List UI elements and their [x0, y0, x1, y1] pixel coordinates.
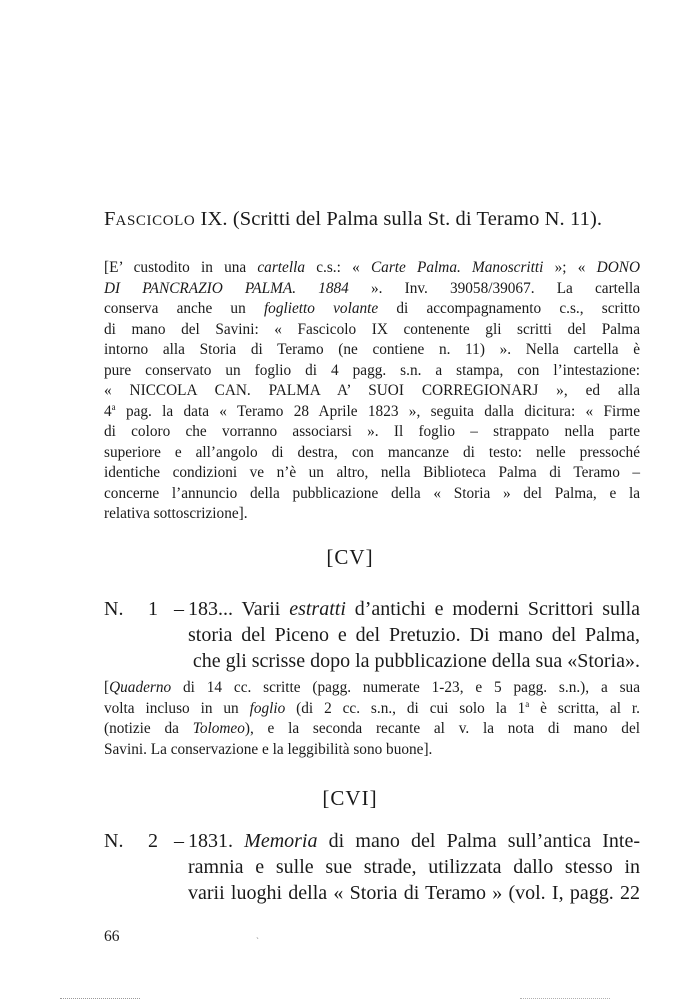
note-line: [E’ custodito in una cartella c.s.: « Carte Palma. Manoscritti »; « DONO [104, 259, 641, 276]
scan-artifact [60, 998, 140, 1000]
heading-rest: IX. (Scritti del Palma sulla St. di Teramo N. 11). [195, 208, 603, 230]
note-line: DI PANCRAZIO PALMA. 1884 ». Inv. 39058/39067. La cartella [104, 279, 640, 297]
note-line: « NICCOLA CAN. PALMA A’ SUOI CORREGIONARJ », ed alla [104, 382, 640, 399]
scan-artifact [520, 998, 610, 1000]
entry-body [188, 828, 640, 906]
note-line: superiore e all’angolo di destra, con mancanze di testo: nelle pressoché [104, 443, 640, 461]
entry-1-note [104, 678, 640, 760]
entry-lead: N. 2 – [104, 830, 184, 852]
entry-line: ramnia e sulle sue strade, utilizzata dallo stesso in [188, 856, 640, 878]
heading-initial: F [104, 208, 116, 230]
note-line: di coloro che vorranno associarsi ». Il foglio – strappato nella parte [104, 423, 640, 440]
note-line: 4$^a$ pag. la data « Teramo 28 Aprile 1823 », seguita dalla dicitura: « Firme [104, 401, 640, 420]
entry-line: varii luoghi della « Storia di Teramo » (vol. I, pagg. 22 [188, 882, 640, 904]
note-line: concerne l’annuncio della pubblicazione della « Storia » del Palma, e la [104, 484, 640, 502]
section-number-cvi: [CVI] [322, 786, 378, 810]
note-line: relativa sottoscrizione]. [104, 505, 248, 522]
heading-smallcaps: ASCICOLO [115, 213, 196, 229]
fascicolo-note [104, 258, 640, 525]
note-line: di mano del Savini: « Fascicolo IX contenente gli scritti del Palma [104, 320, 640, 338]
note-line: volta incluso in un foglio (di 2 cc. s.n., di cui solo la 1$^a$ è scritta, al r. [104, 698, 640, 717]
fascicolo-heading [104, 208, 664, 231]
note-line: (notizie da Tolomeo), e la seconda recante al v. la nota di mano del [104, 720, 641, 737]
note-line: pure conservato un foglio di 4 pagg. s.n. a stampa, con l’intestazione: [104, 361, 640, 379]
entry-1 [104, 596, 640, 674]
note-line: identiche condizioni ve n’è un altro, nella Biblioteca Palma di Teramo – [104, 464, 640, 481]
entry-line: che gli scrisse dopo la pubblicazione della sua «Storia». [192, 650, 640, 672]
entry-body [188, 596, 640, 674]
entry-line: 183... Varii estratti d’antichi e moderni Scrittori sulla [188, 598, 641, 620]
note-line: conserva anche un foglietto volante di accompagnamento c.s., scritto [104, 300, 640, 317]
page-number: 66 [104, 928, 120, 945]
entry-2 [104, 828, 640, 906]
note-line: intorno alla Storia di Teramo (ne contiene n. 11) ». Nella cartella è [104, 341, 640, 358]
stray-mark: ` [256, 936, 259, 946]
entry-lead: N. 1 – [104, 598, 184, 620]
entry-line: 1831. Memoria di mano del Palma sull’antica Inte- [188, 830, 640, 852]
note-line: Savini. La conservazione e la leggibilità sono buone]. [104, 740, 433, 758]
section-number-cv: [CV] [326, 545, 374, 569]
entry-line: storia del Piceno e del Pretuzio. Di mano del Palma, [188, 624, 640, 646]
note-line: [Quaderno di 14 cc. scritte (pagg. numerate 1-23, e 5 pagg. s.n.), a sua [104, 679, 640, 696]
